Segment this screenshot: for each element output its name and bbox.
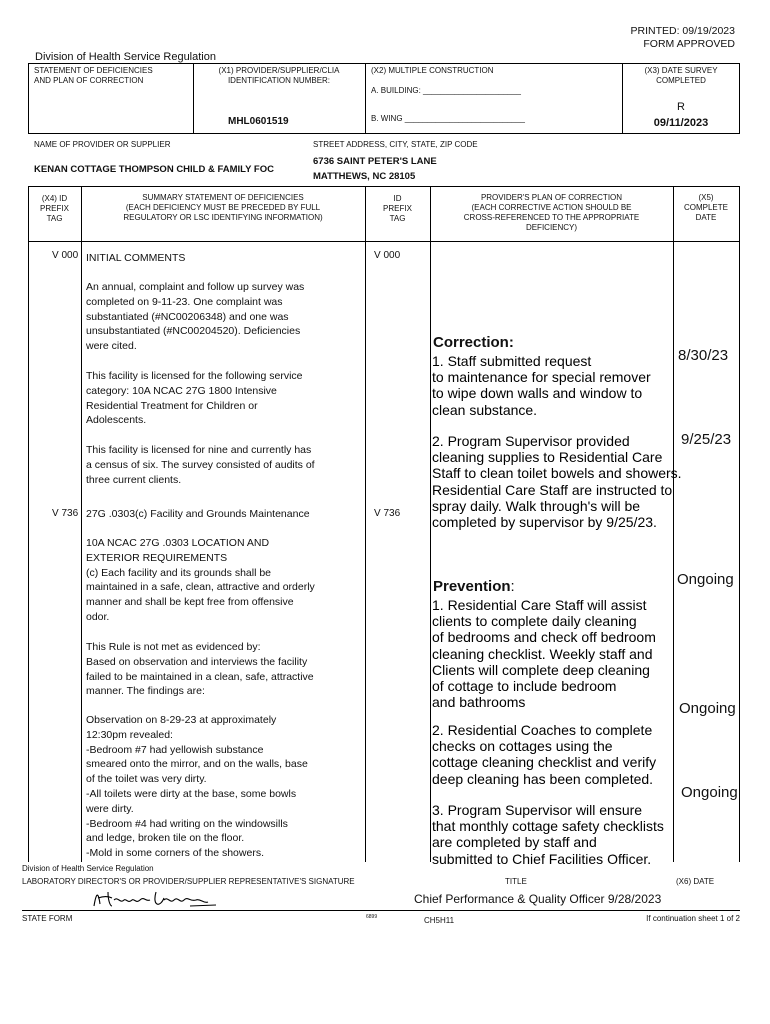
complete-date-5: Ongoing [681, 784, 738, 801]
prevention-heading [433, 578, 515, 595]
correction-1: 1. Staff submitted request to maintenance for special remover to wipe down walls and window to clean substance. [432, 353, 651, 418]
prevention-1: 1. Residential Care Staff will assist clients to complete daily cleaning of bedrooms and check off bedroom cleaning checklist. Weekly staff and Clients will complete deep cleaning of cottage to include bedroom and bathrooms [432, 597, 656, 711]
address-line1: 6736 SAINT PETER'S LANE [313, 156, 437, 167]
correction-title: Correction: [433, 334, 514, 351]
prevention-colon: : [510, 578, 515, 595]
signature-image [90, 886, 220, 912]
division-title: Division of Health Service Regulation [35, 51, 216, 63]
survey-date: 09/11/2023 [653, 117, 709, 129]
col-x4: (X4) ID PREFIX TAG [40, 194, 69, 223]
form-approved: FORM APPROVED [643, 38, 735, 50]
x3-label: (X3) DATE SURVEY COMPLETED [644, 66, 718, 85]
provider-label: NAME OF PROVIDER OR SUPPLIER [34, 140, 171, 149]
statement-label: STATEMENT OF DEFICIENCIES AND PLAN OF CORRECTION [34, 66, 153, 85]
complete-date-1: 8/30/23 [678, 347, 729, 364]
signature-label: LABORATORY DIRECTOR'S OR PROVIDER/SUPPLIER REPRESENTATIVE'S SIGNATURE [22, 877, 355, 886]
x6-date-label: (X6) DATE [676, 877, 715, 886]
x3-r: R [677, 101, 685, 113]
state-form: STATE FORM [22, 914, 73, 923]
provider-id: MHL0601519 [228, 116, 289, 127]
x2-label: (X2) MULTIPLE CONSTRUCTION [371, 66, 494, 75]
col-summary: SUMMARY STATEMENT OF DEFICIENCIES (EACH DEFICIENCY MUST BE PRECEDED BY FULL REGULATORY OR LSC IDENTIFYING INFORMATION) [123, 193, 323, 222]
x2-wing: B. WING ___________________________ [371, 114, 525, 123]
form-number: 6899 [366, 914, 378, 920]
title-label: TITLE [505, 877, 527, 886]
prevention-2: 2. Residential Coaches to complete checks on cottages using the cottage cleaning checklist and verify deep cleaning has been completed. [432, 722, 657, 787]
address-label: STREET ADDRESS, CITY, STATE, ZIP CODE [313, 140, 478, 149]
para-license: This facility is licensed for the following service category: 10A NCAC 27G 1800 Intensive Residential Treatment for Children or Adolescents. [86, 370, 303, 427]
tag-v736-right: V 736 [374, 508, 401, 519]
para-not-met: This Rule is not met as evidenced by: Based on observation and interviews the facility failed to be maintained in a clean, safe, attractive manner. The findings are: [86, 641, 314, 698]
x1-label: (X1) PROVIDER/SUPPLIER/CLIA IDENTIFICATION NUMBER: [218, 66, 340, 85]
event-id: CH5H11 [424, 916, 455, 925]
x2-building: A. BUILDING: ______________________ [371, 86, 521, 95]
tag-v000-right: V 000 [374, 250, 401, 261]
continuation-sheet: If continuation sheet 1 of 2 [646, 914, 740, 923]
signer-title: Chief Performance & Quality Officer 9/28/2023 [414, 892, 662, 906]
footer-division: Division of Health Service Regulation [22, 864, 154, 873]
prevention-title: Prevention [433, 578, 511, 595]
para-survey: An annual, complaint and follow up survey was completed on 9-11-23. One complaint was substantiated (#NC00206348) and one was unsubstantiated (#NC00204520). Deficiencies were cited. [86, 281, 305, 353]
para-rule: 10A NCAC 27G .0303 LOCATION AND EXTERIOR REQUIREMENTS (c) Each facility and its grounds shall be maintained in a safe, clean, attractive and orderly manner and shall be kept free from offensive odor. [86, 537, 315, 623]
complete-date-4: Ongoing [679, 700, 736, 717]
complete-date-2: 9/25/23 [681, 431, 732, 448]
col-x5: (X5) COMPLETE DATE [683, 193, 728, 222]
para-census: This facility is licensed for nine and currently has a census of six. The survey consisted of audits of three current clients. [86, 444, 315, 486]
address-line2: MATTHEWS, NC 28105 [313, 171, 416, 182]
complete-date-3: Ongoing [677, 571, 734, 588]
tag-v736-left: V 736 [52, 508, 79, 519]
col-plan: PROVIDER'S PLAN OF CORRECTION (EACH CORRECTIVE ACTION SHOULD BE CROSS-REFERENCED TO THE APPROPRIATE DEFICIENCY) [463, 193, 640, 232]
initial-comments-title: INITIAL COMMENTS [86, 252, 186, 264]
v736-title: 27G .0303(c) Facility and Grounds Maintenance [86, 508, 310, 520]
col-id: ID PREFIX TAG [383, 194, 412, 223]
provider-name: KENAN COTTAGE THOMPSON CHILD & FAMILY FOC [34, 164, 274, 175]
prevention-3: 3. Program Supervisor will ensure that monthly cottage safety checklists are completed by staff and submitted to Chief Facilities Officer. [432, 802, 664, 867]
para-observation: Observation on 8-29-23 at approximately 12:30pm revealed: -Bedroom #7 had yellowish substance smeared onto the mirror, and on the walls, base of the toilet was very dirty. -All toilets were dirty at the base, some bowls were dirty. -Bedroom #4 had writing on the windowsills and ledge, broken tile on the floor. -Mold in some corners of the showers. [86, 714, 308, 860]
tag-v000-left: V 000 [52, 250, 79, 261]
printed-date: PRINTED: 09/19/2023 [630, 25, 735, 37]
correction-2: 2. Program Supervisor provided cleaning supplies to Residential Care Staff to clean toilet bowels and showers. Residential Care Staff are instructed to spray daily. Walk through's will be completed by supervisor by 9/25/23. [432, 433, 682, 531]
